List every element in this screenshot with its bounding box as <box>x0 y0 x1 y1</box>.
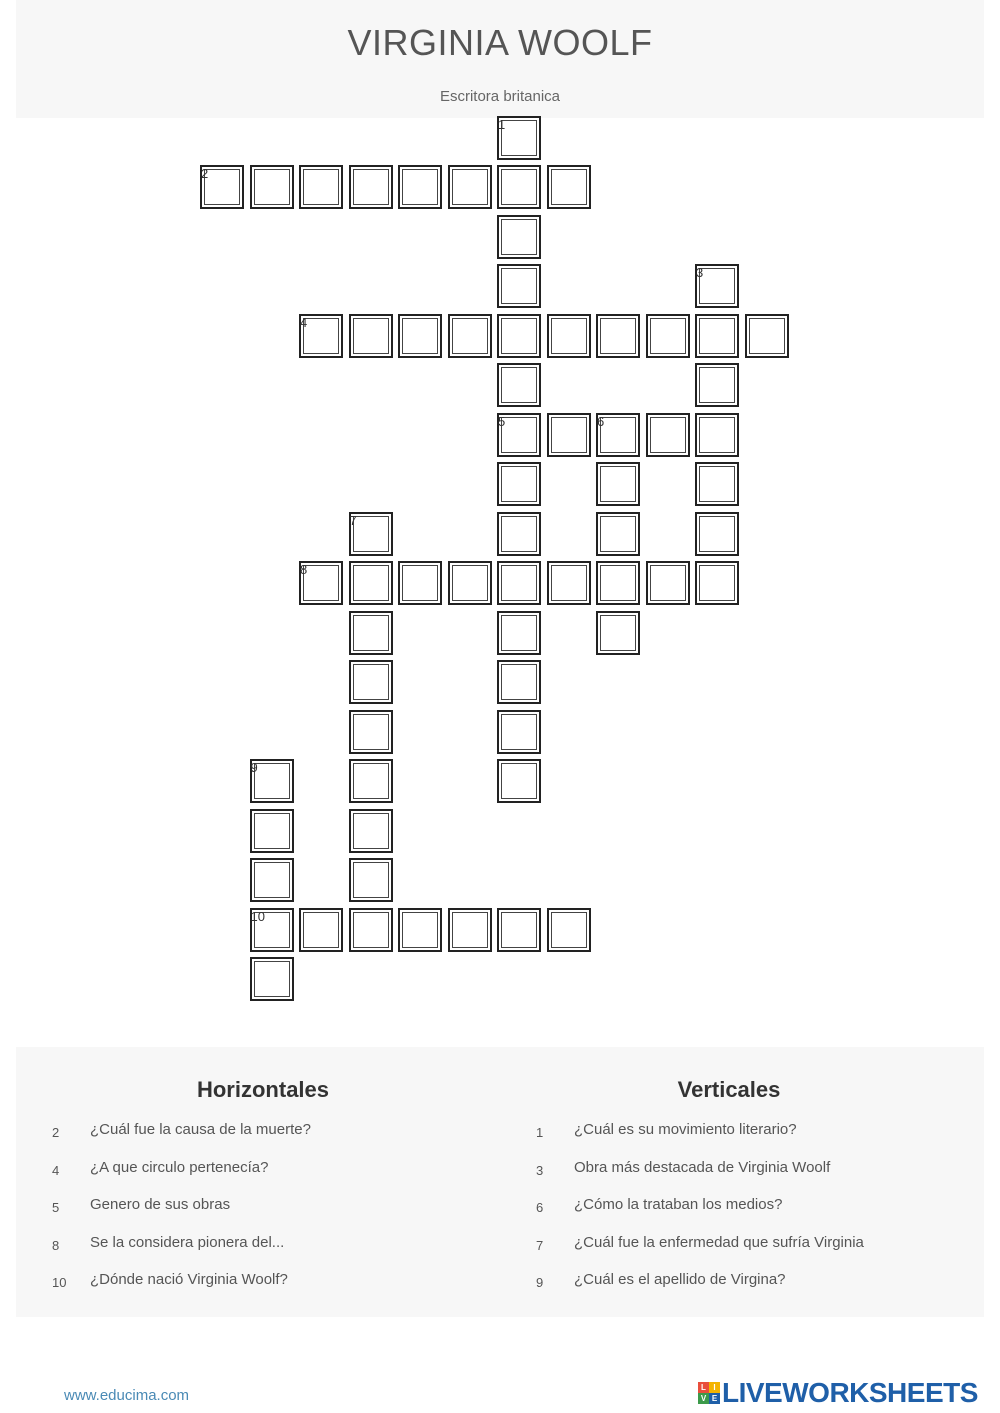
clues-panel <box>16 1047 984 1317</box>
crossword-cell[interactable] <box>695 561 739 605</box>
crossword-cell[interactable] <box>695 413 739 457</box>
logo-letter: I <box>709 1382 720 1393</box>
cell-number: 10 <box>250 908 265 924</box>
crossword-cell[interactable] <box>349 710 393 754</box>
cell-number: 2 <box>201 166 209 181</box>
crossword-cell[interactable] <box>497 165 541 209</box>
cell-number: 8 <box>300 562 308 577</box>
crossword-cell[interactable] <box>250 957 294 1001</box>
crossword-cell[interactable] <box>596 314 640 358</box>
crossword-cell[interactable] <box>299 908 343 952</box>
crossword-cell[interactable] <box>695 314 739 358</box>
crossword-cell[interactable] <box>398 314 442 358</box>
crossword-cell[interactable] <box>646 561 690 605</box>
crossword-cell[interactable] <box>349 314 393 358</box>
cell-number: 7 <box>349 512 357 528</box>
crossword-cell[interactable] <box>398 561 442 605</box>
clue-text: ¿Cuál es su movimiento literario? <box>574 1121 797 1138</box>
crossword-cell[interactable] <box>497 363 541 407</box>
crossword-cell[interactable] <box>497 710 541 754</box>
crossword-cell[interactable] <box>497 264 541 308</box>
crossword-cell[interactable] <box>299 165 343 209</box>
crossword-cell[interactable] <box>349 759 393 803</box>
crossword-cell[interactable] <box>497 908 541 952</box>
crossword-cell[interactable] <box>497 314 541 358</box>
clue-number: 1 <box>536 1125 544 1140</box>
crossword-cell[interactable] <box>497 660 541 704</box>
crossword-cell[interactable] <box>448 314 492 358</box>
clue-number: 6 <box>536 1200 544 1215</box>
brand <box>698 1378 978 1408</box>
clue-text: ¿Cuál fue la enfermedad que sufría Virginia <box>574 1233 864 1251</box>
clue-text: Se la considera pionera del... <box>90 1233 285 1251</box>
crossword-cell[interactable] <box>448 908 492 952</box>
crossword-cell[interactable] <box>398 908 442 952</box>
crossword-cell[interactable] <box>398 165 442 209</box>
crossword-cell[interactable] <box>349 561 393 605</box>
clue-number: 2 <box>52 1125 60 1140</box>
clue-text: Genero de sus obras <box>90 1196 231 1213</box>
clue-number: 3 <box>536 1162 544 1178</box>
clue-text: ¿Dónde nació Virginia Woolf? <box>90 1271 288 1288</box>
crossword-cell[interactable] <box>695 512 739 556</box>
crossword-cell[interactable] <box>547 413 591 457</box>
cell-number: 1 <box>498 116 506 132</box>
cell-number: 6 <box>597 413 605 429</box>
logo-letter: L <box>698 1382 709 1393</box>
crossword-cell[interactable] <box>497 215 541 259</box>
crossword-cell[interactable] <box>547 165 591 209</box>
crossword-cell[interactable] <box>250 858 294 902</box>
clue-text: ¿A que circulo pertenecía? <box>90 1158 269 1176</box>
crossword-cell[interactable] <box>547 561 591 605</box>
clue-number: 5 <box>52 1200 60 1215</box>
clue-text: Obra más destacada de Virginia Woolf <box>574 1158 831 1176</box>
clue-number: 8 <box>52 1237 60 1253</box>
crossword-cell[interactable] <box>695 462 739 506</box>
clue-number: 7 <box>536 1237 544 1253</box>
page-title: VIRGINIA WOOLF <box>347 22 653 63</box>
vertical-clues-title: Verticales <box>677 1077 781 1102</box>
crossword-cell[interactable] <box>349 660 393 704</box>
crossword-cell[interactable] <box>497 462 541 506</box>
crossword-cell[interactable] <box>646 314 690 358</box>
crossword-cell[interactable] <box>349 809 393 853</box>
logo-letter: E <box>709 1393 720 1404</box>
crossword-cell[interactable] <box>250 165 294 209</box>
logo-letter: V <box>698 1393 709 1404</box>
crossword-cell[interactable] <box>448 165 492 209</box>
crossword-cell[interactable] <box>349 858 393 902</box>
crossword-cell[interactable] <box>745 314 789 358</box>
crossword-cell[interactable] <box>497 512 541 556</box>
crossword-cell[interactable] <box>448 561 492 605</box>
crossword-cell[interactable] <box>596 561 640 605</box>
crossword-cell[interactable] <box>547 314 591 358</box>
crossword-cell[interactable] <box>497 759 541 803</box>
cell-number: 4 <box>300 314 308 330</box>
clue-number: 4 <box>52 1162 60 1178</box>
horizontal-clues-title: Horizontales <box>196 1077 330 1102</box>
clue-text: ¿Cómo la trataban los medios? <box>574 1196 783 1213</box>
clue-text: ¿Cuál fue la causa de la muerte? <box>90 1121 311 1138</box>
crossword-cell[interactable] <box>349 611 393 655</box>
page-subtitle: Escritora britanica <box>439 88 561 105</box>
crossword-cell[interactable] <box>349 165 393 209</box>
clue-number: 9 <box>536 1275 544 1290</box>
cell-number: 3 <box>696 265 704 280</box>
brand-name: LIVEWORKSHEETS <box>722 1377 978 1408</box>
crossword-cell[interactable] <box>596 462 640 506</box>
crossword-cell[interactable] <box>497 611 541 655</box>
clue-text: ¿Cuál es el apellido de Virgina? <box>574 1271 786 1288</box>
crossword-cell[interactable] <box>596 512 640 556</box>
clue-number: 10 <box>52 1275 67 1290</box>
source-link[interactable]: www.educima.com <box>64 1387 190 1404</box>
crossword-cell[interactable] <box>250 809 294 853</box>
cell-number: 5 <box>498 413 506 429</box>
crossword-cell[interactable] <box>646 413 690 457</box>
crossword-cell[interactable] <box>596 611 640 655</box>
cell-number: 9 <box>250 760 258 775</box>
crossword-cell[interactable] <box>695 363 739 407</box>
crossword-cell[interactable] <box>349 908 393 952</box>
crossword-cell[interactable] <box>497 561 541 605</box>
liveworksheets-logo-icon <box>698 1382 720 1404</box>
crossword-cell[interactable] <box>547 908 591 952</box>
